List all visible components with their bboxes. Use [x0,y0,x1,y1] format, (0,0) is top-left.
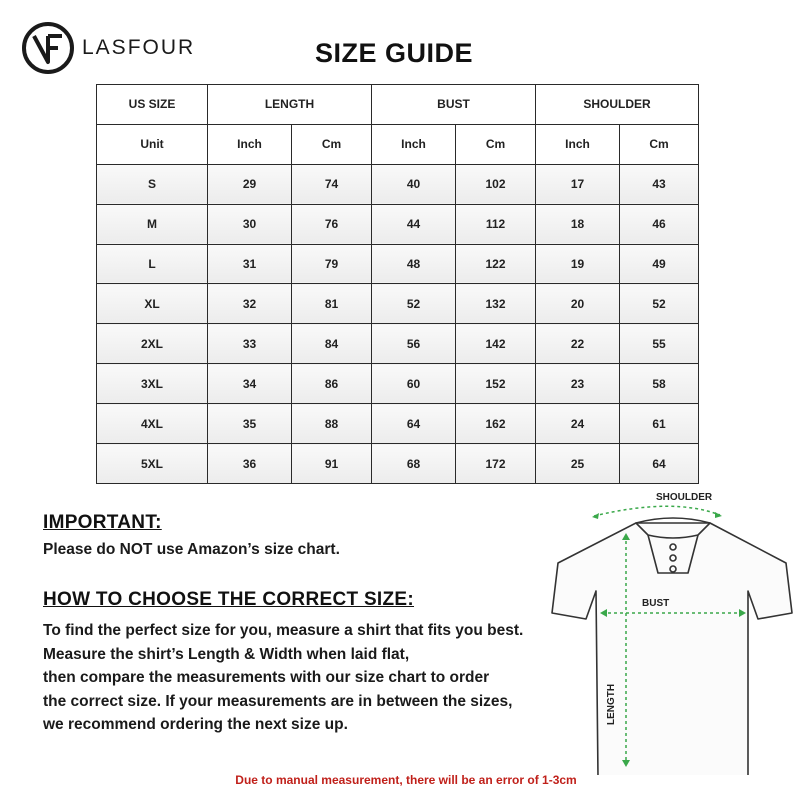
measurement-cell: 20 [536,284,620,324]
table-unit-cell: Inch [372,124,456,164]
measurement-cell: 19 [536,244,620,284]
measurement-cell: 32 [208,284,292,324]
howto-line: To find the perfect size for you, measure a shirt that fits you best. [43,622,524,639]
table-row [97,204,699,244]
measurement-cell: 44 [372,204,456,244]
important-text: Please do NOT use Amazon’s size chart. [43,541,340,558]
measurement-cell: 56 [372,324,456,364]
table-header-row [97,85,699,125]
measurement-cell: 172 [456,444,536,484]
shoulder-label: SHOULDER [656,492,713,503]
length-label: LENGTH [606,683,617,725]
measurement-cell: 36 [208,444,292,484]
measurement-cell: 88 [292,404,372,444]
howto-instructions [43,619,563,737]
page-title: SIZE GUIDE [314,38,474,68]
brand-name: LASFOUR [82,36,196,59]
measurement-cell: 46 [620,204,699,244]
measurement-cell: 52 [620,284,699,324]
measurement-cell: 74 [292,164,372,204]
measurement-cell: 17 [536,164,620,204]
measurement-cell: 142 [456,324,536,364]
shoulder-measure-line [592,506,722,519]
measurement-cell: 30 [208,204,292,244]
measurement-cell: 122 [456,244,536,284]
table-unit-cell: Cm [292,124,372,164]
measurement-cell: 64 [372,404,456,444]
measurement-cell: 64 [620,444,699,484]
measurement-cell: 40 [372,164,456,204]
measurement-cell: 35 [208,404,292,444]
howto-line: then compare the measurements with our size chart to order [43,669,490,686]
size-label-cell: L [97,244,208,284]
table-unit-cell: Inch [536,124,620,164]
table-group-header: SHOULDER [536,85,699,125]
measurement-cell: 23 [536,364,620,404]
size-label-cell: 2XL [97,324,208,364]
measurement-cell: 132 [456,284,536,324]
table-row [97,364,699,404]
size-label-cell: XL [97,284,208,324]
measurement-cell: 49 [620,244,699,284]
size-label-cell: 4XL [97,404,208,444]
table-unit-row [97,124,699,164]
measurement-cell: 58 [620,364,699,404]
table-group-header: US SIZE [97,85,208,125]
table-group-header: LENGTH [208,85,372,125]
measurement-cell: 25 [536,444,620,484]
measurement-error-note: Due to manual measurement, there will be an error of 1-3cm [235,773,577,787]
table-unit-cell: Cm [456,124,536,164]
measurement-cell: 102 [456,164,536,204]
size-label-cell: M [97,204,208,244]
measurement-cell: 112 [456,204,536,244]
measurement-cell: 29 [208,164,292,204]
important-heading: IMPORTANT: [43,512,162,533]
measurement-cell: 52 [372,284,456,324]
measurement-cell: 84 [292,324,372,364]
measurement-cell: 152 [456,364,536,404]
size-label-cell: S [97,164,208,204]
measurement-cell: 43 [620,164,699,204]
table-unit-cell: Unit [97,124,208,164]
table-unit-cell: Cm [620,124,699,164]
polo-shirt-icon [552,518,792,775]
measurement-cell: 31 [208,244,292,284]
size-label-cell: 3XL [97,364,208,404]
measurement-cell: 68 [372,444,456,484]
table-row [97,324,699,364]
table-row [97,404,699,444]
howto-heading: HOW TO CHOOSE THE CORRECT SIZE: [43,589,415,610]
measurement-cell: 48 [372,244,456,284]
measurement-cell: 55 [620,324,699,364]
howto-line: the correct size. If your measurements are in between the sizes, [43,692,513,710]
table-group-header: BUST [372,85,536,125]
measurement-cell: 79 [292,244,372,284]
measurement-cell: 60 [372,364,456,404]
table-row [97,164,699,204]
howto-line: Measure the shirt’s Length & Width when laid flat, [43,645,410,663]
size-label-cell: 5XL [97,444,208,484]
measurement-cell: 34 [208,364,292,404]
howto-line: we recommend ordering the next size up. [43,716,348,733]
table-unit-cell: Inch [208,124,292,164]
shirt-measurement-diagram [548,485,800,775]
measurement-cell: 18 [536,204,620,244]
measurement-cell: 81 [292,284,372,324]
measurement-cell: 91 [292,444,372,484]
measurement-cell: 162 [456,404,536,444]
table-row [97,444,699,484]
measurement-cell: 76 [292,204,372,244]
table-row [97,284,699,324]
table-row [97,244,699,284]
measurement-cell: 24 [536,404,620,444]
measurement-cell: 33 [208,324,292,364]
bust-label: BUST [642,598,670,609]
measurement-cell: 61 [620,404,699,444]
size-table [96,84,699,484]
measurement-cell: 86 [292,364,372,404]
measurement-cell: 22 [536,324,620,364]
